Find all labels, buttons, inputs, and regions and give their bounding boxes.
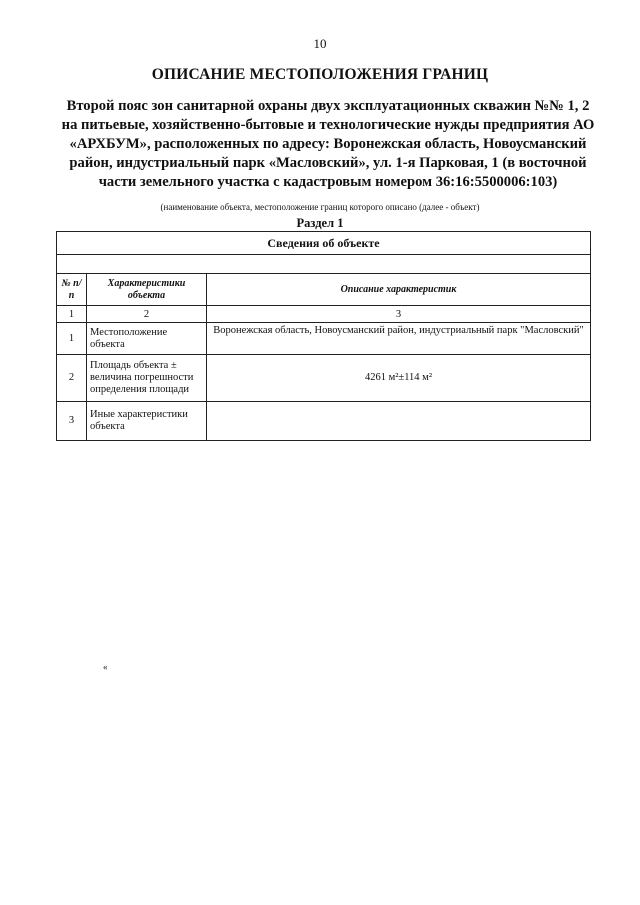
table-title: Сведения об объекте — [57, 232, 591, 255]
table-title-row — [57, 232, 591, 255]
object-description: Второй пояс зон санитарной охраны двух эксплуатационных скважин №№ 1, 2 на питьевые, хозяйственно-бытовые и технологические нужды предприятия АО «АРХБУМ», расположенных по адресу: Воронежская область, Новоусманский район, индустриальный парк «Масловский», ул. 1-я Парковая, 1 (в восточной части земельного участка с кадастровым номером 36:16:5500006:103) — [61, 98, 595, 190]
table-column-numbers-row — [57, 306, 591, 323]
section-label: Раздел 1 — [296, 216, 344, 230]
stray-mark: « — [103, 662, 108, 672]
row-description — [207, 402, 591, 441]
row-number: 1 — [57, 323, 87, 355]
row-description: 4261 м²±114 м² — [207, 355, 591, 402]
row-characteristic: Иные характеристики объекта — [87, 402, 207, 441]
row-number: 2 — [57, 355, 87, 402]
object-caption: (наименование объекта, местоположение границ которого описано (далее - объект) — [160, 202, 480, 212]
header-characteristic: Характеристики объекта — [87, 274, 207, 306]
table-row — [57, 323, 591, 355]
table-gap-row — [57, 255, 591, 274]
table-row — [57, 355, 591, 402]
document-title: ОПИСАНИЕ МЕСТОПОЛОЖЕНИЯ ГРАНИЦ — [151, 66, 489, 83]
row-number: 3 — [57, 402, 87, 441]
page-number: 10 — [313, 36, 327, 51]
table-row — [57, 402, 591, 441]
column-number-1: 1 — [57, 306, 87, 323]
table-gap-cell — [57, 255, 591, 274]
header-number: № п/п — [57, 274, 87, 306]
row-characteristic: Площадь объекта ± величина погрешности определения площади — [87, 355, 207, 402]
column-number-3: 3 — [207, 306, 591, 323]
object-info-table — [56, 231, 591, 441]
table-header-row — [57, 274, 591, 306]
header-description: Описание характеристик — [207, 274, 591, 306]
row-description: Воронежская область, Новоусманский район, индустриальный парк "Масловский" — [207, 323, 591, 355]
row-characteristic: Местоположение объекта — [87, 323, 207, 355]
column-number-2: 2 — [87, 306, 207, 323]
